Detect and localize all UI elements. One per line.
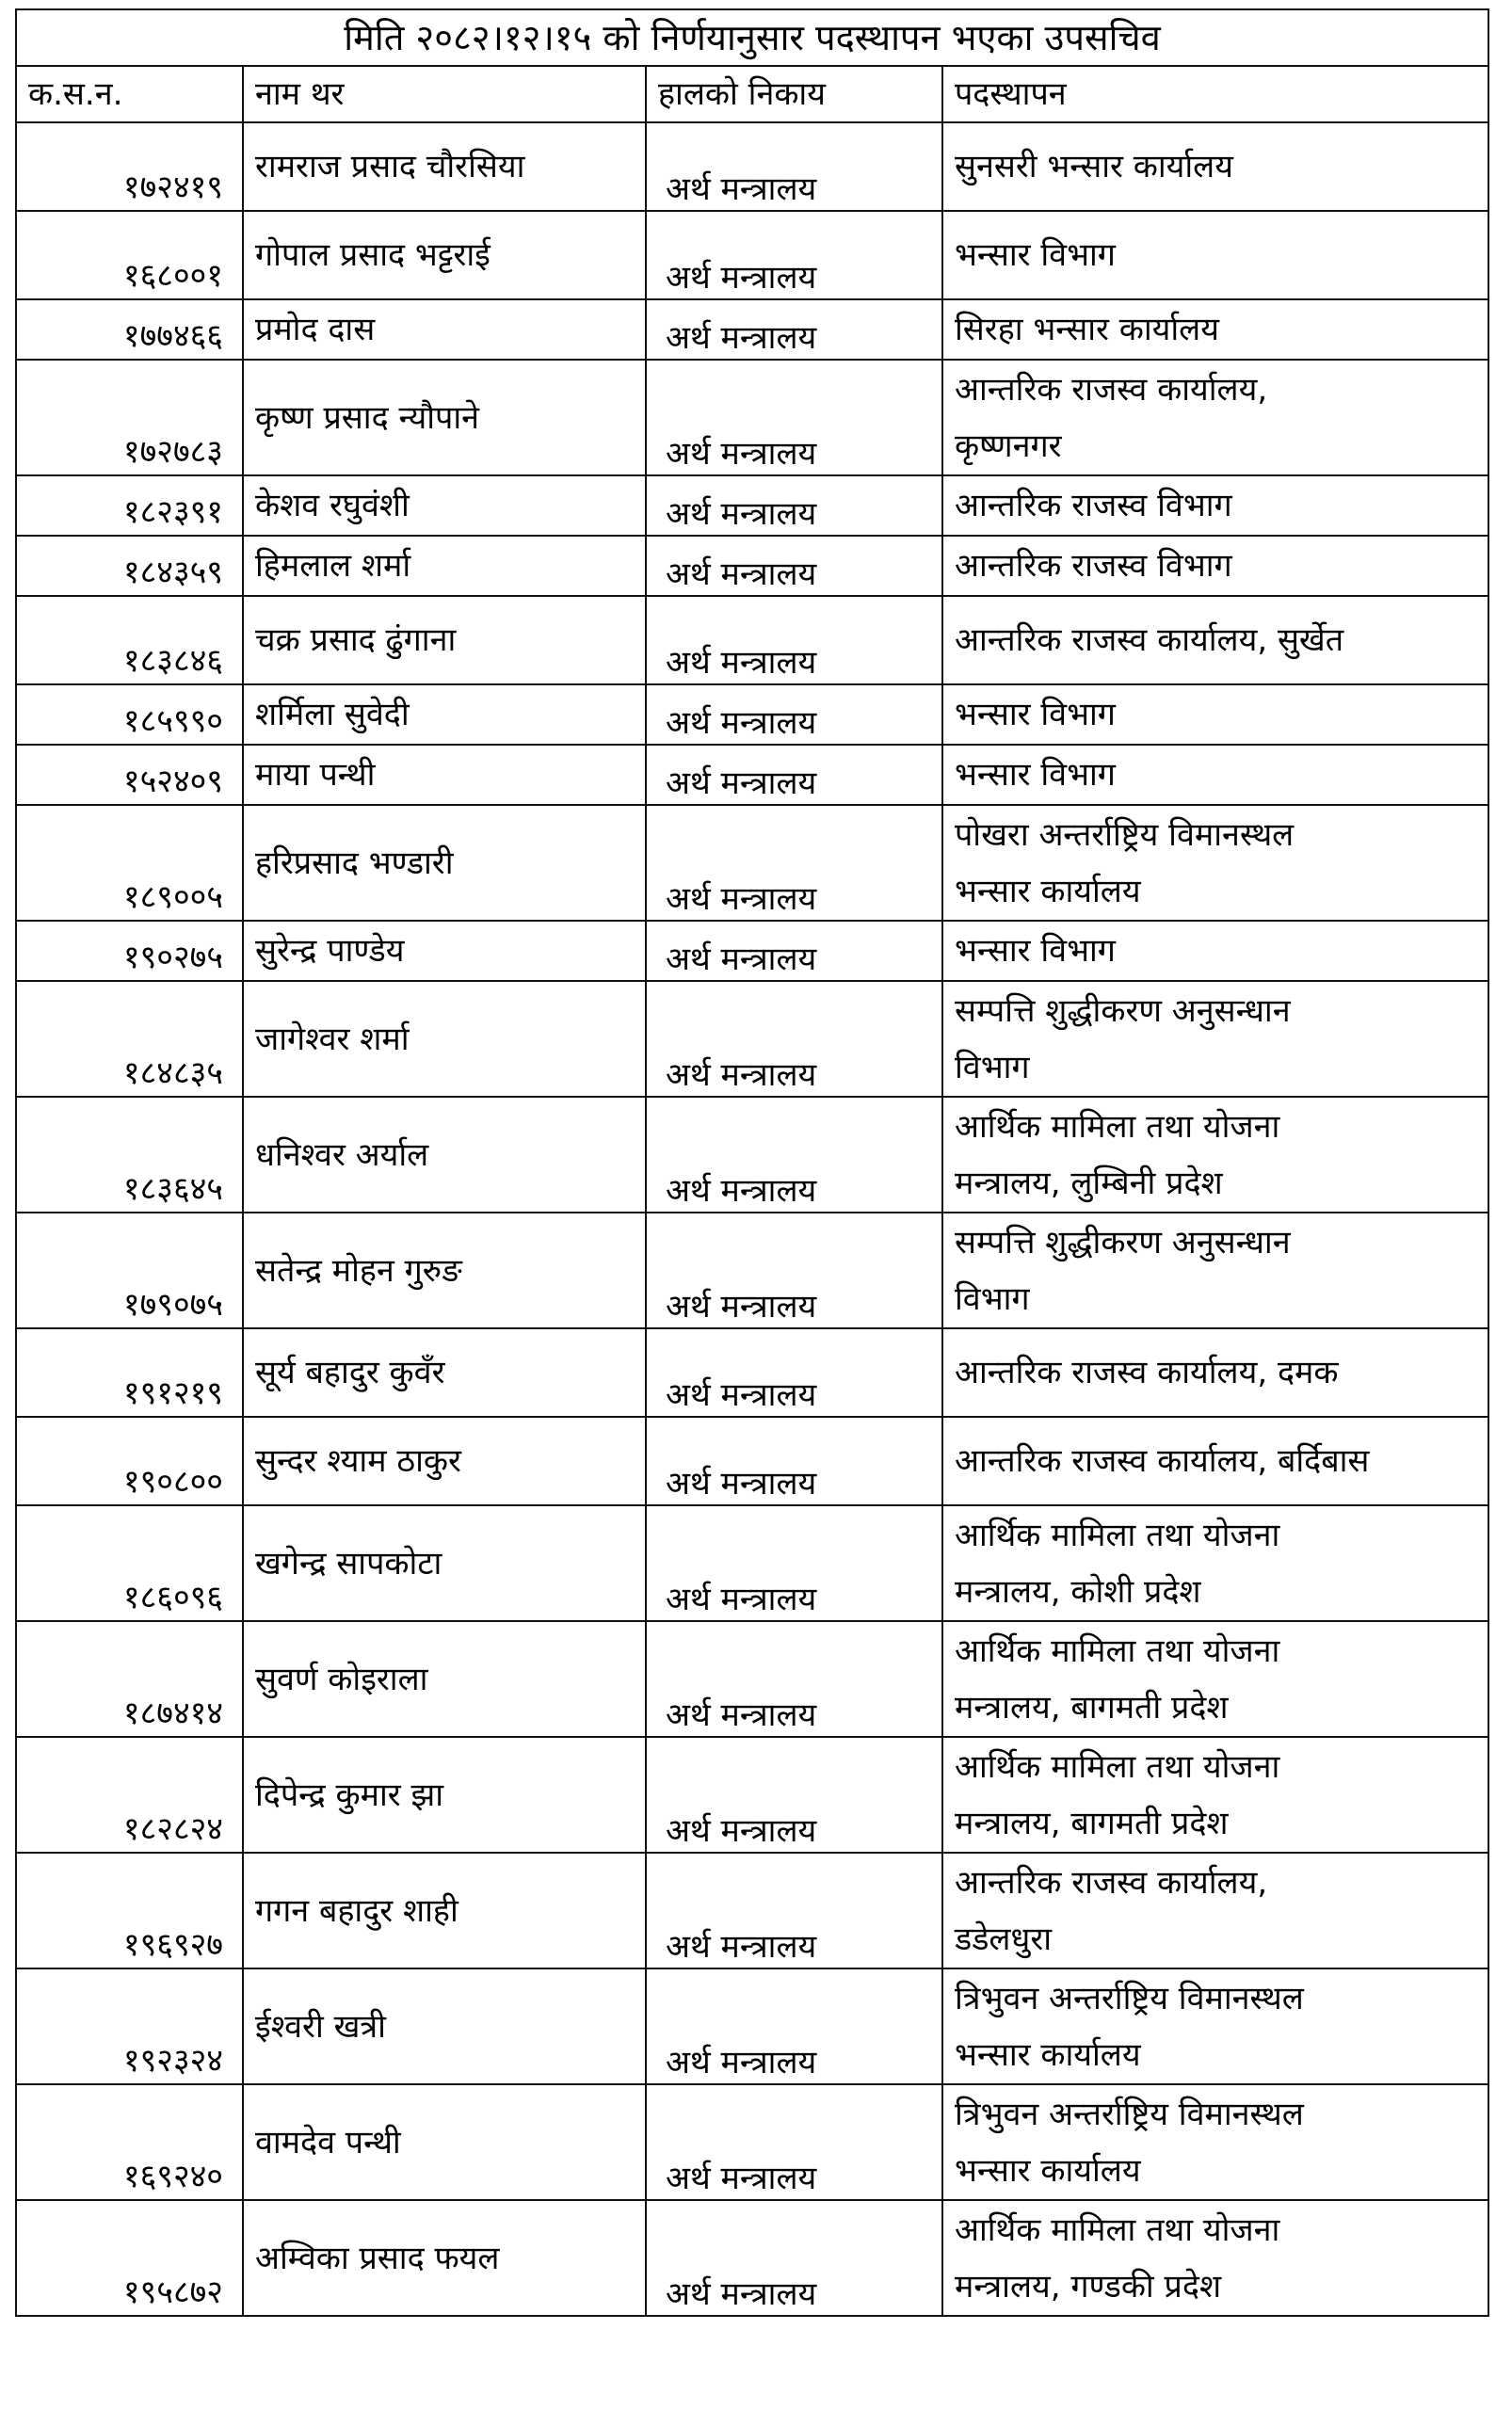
name-cell: रामराज प्रसाद चौरसिया xyxy=(243,122,646,211)
posting-line: भन्सार कार्यालय xyxy=(955,872,1141,910)
table-row xyxy=(16,211,1488,299)
table-row xyxy=(16,1417,1488,1505)
name-cell: वामदेव पन्थी xyxy=(243,2084,646,2200)
current-office-cell: अर्थ मन्त्रालय xyxy=(646,2200,942,2316)
current-office-cell: अर्थ मन्त्रालय xyxy=(646,1968,942,2084)
posting-cell xyxy=(942,299,1488,360)
posting-line: मन्त्रालय, गण्डकी प्रदेश xyxy=(955,2267,1222,2306)
posting-table xyxy=(15,8,1489,2317)
serial-number-cell: १८४३५९ xyxy=(16,536,243,596)
current-office-cell: अर्थ मन्त्रालय xyxy=(646,1505,942,1621)
current-office-cell: अर्थ मन्त्रालय xyxy=(646,981,942,1097)
name-cell: दिपेन्द्र कुमार झा xyxy=(243,1737,646,1853)
posting-line: विभाग xyxy=(955,1048,1030,1086)
name-cell: सुन्दर श्याम ठाकुर xyxy=(243,1417,646,1505)
table-row xyxy=(16,2200,1488,2316)
name-cell: गोपाल प्रसाद भट्टराई xyxy=(243,211,646,299)
name-cell: सुरेन्द्र पाण्डेय xyxy=(243,921,646,981)
posting-cell xyxy=(942,211,1488,299)
name-cell: अम्विका प्रसाद फयल xyxy=(243,2200,646,2316)
serial-number-cell: १७२४१९ xyxy=(16,122,243,211)
posting-cell xyxy=(942,981,1488,1097)
current-office-cell: अर्थ मन्त्रालय xyxy=(646,475,942,536)
serial-number-cell: १६८००१ xyxy=(16,211,243,299)
current-office-cell: अर्थ मन्त्रालय xyxy=(646,1853,942,1968)
name-cell: गगन बहादुर शाही xyxy=(243,1853,646,1968)
table-row xyxy=(16,2084,1488,2200)
posting-cell xyxy=(942,1621,1488,1737)
name-cell: धनिश्वर अर्याल xyxy=(243,1097,646,1213)
posting-cell xyxy=(942,1417,1488,1505)
table-row xyxy=(16,684,1488,745)
name-cell: सुवर्ण कोइराला xyxy=(243,1621,646,1737)
table-row xyxy=(16,1737,1488,1853)
serial-number-cell: १८९००५ xyxy=(16,805,243,921)
serial-number-cell: १९०८०० xyxy=(16,1417,243,1505)
name-cell: जागेश्वर शर्मा xyxy=(243,981,646,1097)
serial-number-cell: १८३६४५ xyxy=(16,1097,243,1213)
posting-line: सम्पत्ति शुद्धीकरण अनुसन्धान xyxy=(955,991,1291,1030)
posting-line: भन्सार विभाग xyxy=(955,932,1116,970)
current-office-cell: अर्थ मन्त्रालय xyxy=(646,745,942,805)
table-row xyxy=(16,1968,1488,2084)
posting-cell xyxy=(942,1505,1488,1621)
posting-line: भन्सार विभाग xyxy=(955,696,1116,733)
name-cell: माया पन्थी xyxy=(243,745,646,805)
posting-line: आर्थिक मामिला तथा योजना xyxy=(955,1107,1280,1146)
serial-number-cell: १५२४०९ xyxy=(16,745,243,805)
posting-line: आर्थिक मामिला तथा योजना xyxy=(955,1516,1280,1554)
posting-cell xyxy=(942,921,1488,981)
document-title: मिति २०८२।१२।१५ को निर्णयानुसार पदस्थापन भएका उपसचिव xyxy=(16,9,1488,66)
posting-cell xyxy=(942,684,1488,745)
posting-line: भन्सार कार्यालय xyxy=(955,2151,1141,2190)
posting-line: सम्पत्ति शुद्धीकरण अनुसन्धान xyxy=(955,1223,1291,1261)
header-serial-number: क.स.न. xyxy=(16,66,243,122)
posting-line: आन्तरिक राजस्व कार्यालय, सुर्खेत xyxy=(955,621,1344,659)
serial-number-cell: १७७४६६ xyxy=(16,299,243,360)
serial-number-cell: १८४८३५ xyxy=(16,981,243,1097)
posting-cell xyxy=(942,2200,1488,2316)
posting-line: भन्सार विभाग xyxy=(955,756,1116,794)
posting-cell xyxy=(942,1968,1488,2084)
posting-cell xyxy=(942,1328,1488,1417)
table-row xyxy=(16,536,1488,596)
table-body xyxy=(16,122,1488,2316)
current-office-cell: अर्थ मन्त्रालय xyxy=(646,299,942,360)
serial-number-cell: १९६९२७ xyxy=(16,1853,243,1968)
posting-cell xyxy=(942,475,1488,536)
posting-line: पोखरा अन्तर्राष्ट्रिय विमानस्थल xyxy=(955,815,1295,854)
serial-number-cell: १८२८२४ xyxy=(16,1737,243,1853)
posting-line: मन्त्रालय, कोशी प्रदेश xyxy=(955,1572,1201,1611)
posting-line: मन्त्रालय, बागमती प्रदेश xyxy=(955,1688,1229,1727)
posting-line: मन्त्रालय, लुम्बिनी प्रदेश xyxy=(955,1164,1223,1202)
current-office-cell: अर्थ मन्त्रालय xyxy=(646,122,942,211)
name-cell: सूर्य बहादुर कुवँर xyxy=(243,1328,646,1417)
name-cell: ईश्वरी खत्री xyxy=(243,1968,646,2084)
name-cell: खगेन्द्र सापकोटा xyxy=(243,1505,646,1621)
table-row xyxy=(16,1505,1488,1621)
name-cell: हिमलाल शर्मा xyxy=(243,536,646,596)
current-office-cell: अर्थ मन्त्रालय xyxy=(646,2084,942,2200)
posting-cell xyxy=(942,1853,1488,1968)
posting-line: आन्तरिक राजस्व विभाग xyxy=(955,487,1232,524)
serial-number-cell: १७९०७५ xyxy=(16,1213,243,1328)
posting-cell xyxy=(942,596,1488,684)
posting-cell xyxy=(942,360,1488,475)
posting-line: भन्सार विभाग xyxy=(955,236,1116,274)
posting-line: विभाग xyxy=(955,1279,1030,1318)
posting-line: भन्सार कार्यालय xyxy=(955,2035,1141,2074)
posting-line: आन्तरिक राजस्व कार्यालय, दमक xyxy=(955,1354,1339,1391)
current-office-cell: अर्थ मन्त्रालय xyxy=(646,805,942,921)
serial-number-cell: १७२७८३ xyxy=(16,360,243,475)
table-row xyxy=(16,596,1488,684)
table-row xyxy=(16,122,1488,211)
table-row xyxy=(16,299,1488,360)
current-office-cell: अर्थ मन्त्रालय xyxy=(646,536,942,596)
name-cell: कृष्ण प्रसाद न्यौपाने xyxy=(243,360,646,475)
serial-number-cell: १८३८४६ xyxy=(16,596,243,684)
posting-cell xyxy=(942,805,1488,921)
posting-line: आर्थिक मामिला तथा योजना xyxy=(955,1631,1280,1670)
name-cell: शर्मिला सुवेदी xyxy=(243,684,646,745)
posting-document xyxy=(15,8,1488,2317)
posting-line: डडेलधुरा xyxy=(955,1920,1053,1958)
posting-cell xyxy=(942,536,1488,596)
serial-number-cell: १८६०९६ xyxy=(16,1505,243,1621)
posting-cell xyxy=(942,122,1488,211)
posting-cell xyxy=(942,2084,1488,2200)
table-row xyxy=(16,360,1488,475)
table-row xyxy=(16,1213,1488,1328)
posting-line: मन्त्रालय, बागमती प्रदेश xyxy=(955,1804,1229,1842)
posting-line: आन्तरिक राजस्व कार्यालय, बर्दिबास xyxy=(955,1442,1370,1480)
table-row xyxy=(16,1621,1488,1737)
current-office-cell: अर्थ मन्त्रालय xyxy=(646,1417,942,1505)
serial-number-cell: १९०२७५ xyxy=(16,921,243,981)
table-row xyxy=(16,475,1488,536)
posting-cell xyxy=(942,1737,1488,1853)
posting-line: सिरहा भन्सार कार्यालय xyxy=(955,311,1219,348)
posting-cell xyxy=(942,1213,1488,1328)
table-row xyxy=(16,1328,1488,1417)
table-row xyxy=(16,1097,1488,1213)
header-current-office: हालको निकाय xyxy=(646,66,942,122)
table-row xyxy=(16,745,1488,805)
serial-number-cell: १८७४१४ xyxy=(16,1621,243,1737)
header-name: नाम थर xyxy=(243,66,646,122)
current-office-cell: अर्थ मन्त्रालय xyxy=(646,596,942,684)
serial-number-cell: १९२३२४ xyxy=(16,1968,243,2084)
current-office-cell: अर्थ मन्त्रालय xyxy=(646,1621,942,1737)
table-row xyxy=(16,981,1488,1097)
posting-line: सुनसरी भन्सार कार्यालय xyxy=(955,148,1233,185)
name-cell: हरिप्रसाद भण्डारी xyxy=(243,805,646,921)
serial-number-cell: १६९२४० xyxy=(16,2084,243,2200)
serial-number-cell: १९५८७२ xyxy=(16,2200,243,2316)
posting-line: त्रिभुवन अन्तर्राष्ट्रिय विमानस्थल xyxy=(955,1979,1304,2017)
table-row xyxy=(16,921,1488,981)
name-cell: केशव रघुवंशी xyxy=(243,475,646,536)
current-office-cell: अर्थ मन्त्रालय xyxy=(646,684,942,745)
current-office-cell: अर्थ मन्त्रालय xyxy=(646,921,942,981)
serial-number-cell: १९१२१९ xyxy=(16,1328,243,1417)
current-office-cell: अर्थ मन्त्रालय xyxy=(646,211,942,299)
current-office-cell: अर्थ मन्त्रालय xyxy=(646,1097,942,1213)
posting-cell xyxy=(942,1097,1488,1213)
table-row xyxy=(16,805,1488,921)
posting-line: आर्थिक मामिला तथा योजना xyxy=(955,2210,1280,2249)
posting-line: आन्तरिक राजस्व कार्यालय, xyxy=(955,370,1268,409)
serial-number-cell: १८२३९१ xyxy=(16,475,243,536)
posting-cell xyxy=(942,745,1488,805)
name-cell: चक्र प्रसाद ढुंगाना xyxy=(243,596,646,684)
posting-line: आर्थिक मामिला तथा योजना xyxy=(955,1747,1280,1786)
posting-line: आन्तरिक राजस्व विभाग xyxy=(955,547,1232,585)
header-posting: पदस्थापन xyxy=(942,66,1488,122)
current-office-cell: अर्थ मन्त्रालय xyxy=(646,360,942,475)
posting-line: कृष्णनगर xyxy=(955,426,1062,465)
name-cell: सतेन्द्र मोहन गुरुङ xyxy=(243,1213,646,1328)
current-office-cell: अर्थ मन्त्रालय xyxy=(646,1213,942,1328)
current-office-cell: अर्थ मन्त्रालय xyxy=(646,1737,942,1853)
serial-number-cell: १८५९९० xyxy=(16,684,243,745)
posting-line: त्रिभुवन अन्तर्राष्ट्रिय विमानस्थल xyxy=(955,2095,1304,2133)
table-row xyxy=(16,1853,1488,1968)
current-office-cell: अर्थ मन्त्रालय xyxy=(646,1328,942,1417)
name-cell: प्रमोद दास xyxy=(243,299,646,360)
table-header-row xyxy=(16,66,1488,122)
posting-line: आन्तरिक राजस्व कार्यालय, xyxy=(955,1863,1268,1902)
